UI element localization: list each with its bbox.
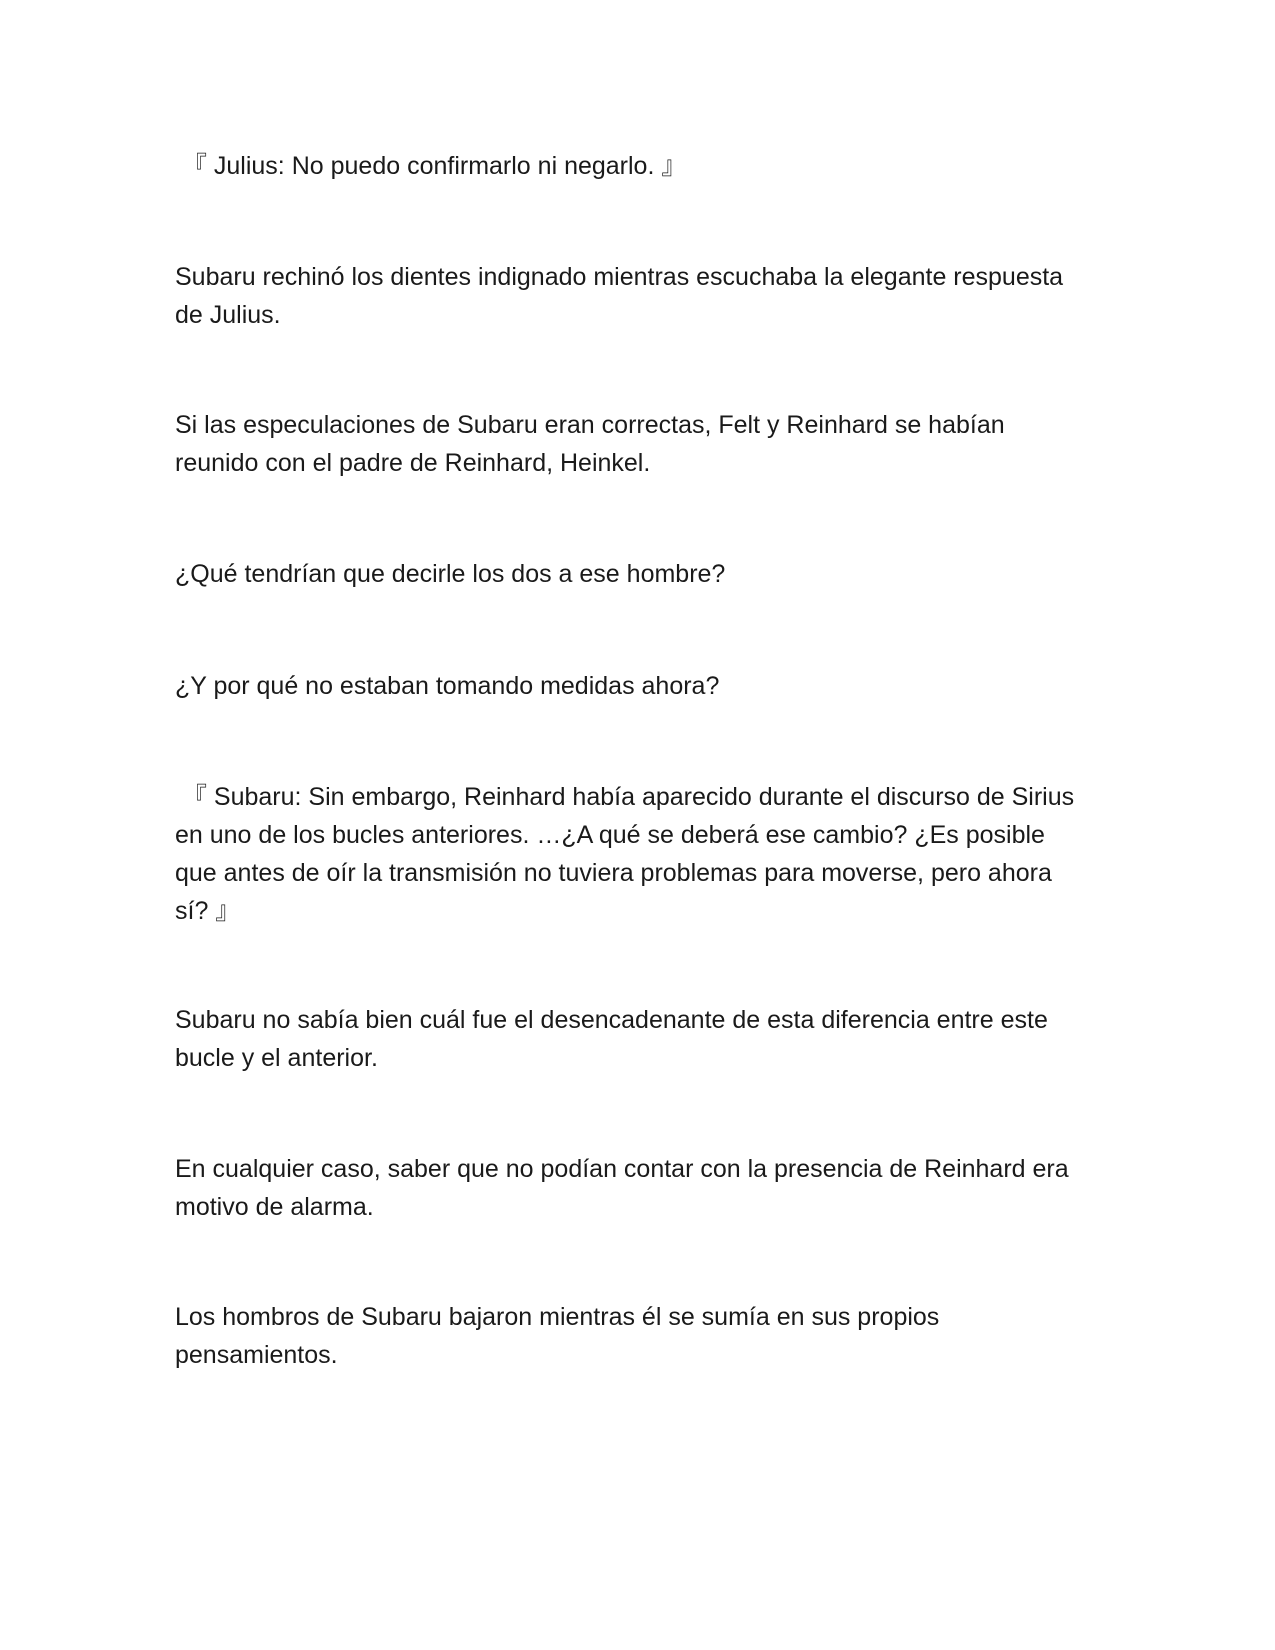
dialogue-julius: 『 Julius: No puedo confirmarlo ni negarlo. 』 <box>175 152 687 180</box>
paragraph: ¿Y por qué no estaban tomando medidas ahora? <box>175 672 720 700</box>
paragraph: En cualquier caso, saber que no podían contar con la presencia de Reinhard era motivo de alarma. <box>175 1155 1069 1221</box>
paragraph: Si las especulaciones de Subaru eran correctas, Felt y Reinhard se habían reunido con el padre de Reinhard, Heinkel. <box>175 411 1005 477</box>
paragraph: Subaru no sabía bien cuál fue el desencadenante de esta diferencia entre este bucle y el anterior. <box>175 1006 1048 1072</box>
paragraph: Subaru rechinó los dientes indignado mientras escuchaba la elegante respuesta de Julius. <box>175 263 1064 329</box>
paragraph: Los hombros de Subaru bajaron mientras él se sumía en sus propios pensamientos. <box>175 1303 940 1369</box>
paragraph: ¿Qué tendrían que decirle los dos a ese hombre? <box>175 560 726 588</box>
dialogue-subaru: 『 Subaru: Sin embargo, Reinhard había aparecido durante el discurso de Sirius en uno de los bucles anteriores. …¿A qué se deberá ese cambio? ¿Es posible que antes de oír la transmisión no tuviera problemas para moverse, pero ahora sí? 』 <box>175 783 1075 925</box>
